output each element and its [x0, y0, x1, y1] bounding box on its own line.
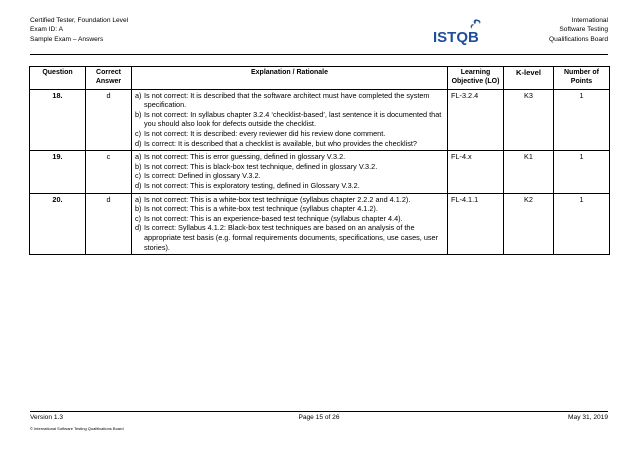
page-footer [30, 414, 608, 434]
option-explanation [135, 171, 444, 181]
answers-table [29, 66, 610, 255]
question-number: 19. [30, 151, 86, 193]
learning-objective: FL-4.x [448, 151, 504, 193]
option-text: Is not correct: It is described that the software architect must have completed the system specification. [144, 90, 430, 110]
k-level: K2 [504, 193, 554, 255]
option-text: Is not correct: It is described: every reviewer did his review done comment. [144, 128, 386, 138]
header-left-line: Exam ID: A [30, 26, 63, 34]
header-divider [30, 54, 608, 55]
option-explanation [135, 195, 444, 205]
option-text: Is correct: It is described that a checklist is available, but who provides the checklist? [144, 138, 417, 148]
footer-version: Version 1.3 [30, 414, 63, 421]
column-header-lo: Learning Objective (LO) [448, 67, 504, 90]
option-text: Is correct: Defined in glossary V.3.2. [144, 171, 261, 181]
option-letter: c) [135, 128, 142, 138]
option-text: Is not correct: This is exploratory testing, defined in Glossary V.3.2. [144, 180, 360, 190]
option-letter: b) [135, 161, 142, 171]
header-right-line: Qualifications Board [548, 35, 608, 43]
table-row [30, 89, 610, 151]
header-left-line: Sample Exam – Answers [30, 35, 104, 43]
option-text: Is not correct: In syllabus chapter 3.2.4 ‘checklist-based’, last sentence it is documented that you should also look for defects outside the checklist. [144, 109, 442, 129]
header-right-line: International [571, 17, 608, 24]
logo-wordmark: ISTQB [433, 29, 479, 46]
k-level: K3 [504, 89, 554, 151]
option-letter: c) [135, 171, 142, 181]
table-row [30, 151, 610, 193]
option-text: Is not correct: This is an experience-based test technique (syllabus chapter 4.4). [144, 213, 403, 223]
column-header-points: Number of Points [554, 67, 610, 90]
column-header-correct-answer: Correct Answer [86, 67, 132, 90]
explanation-cell [132, 151, 448, 193]
points: 1 [554, 89, 610, 151]
option-explanation [135, 91, 444, 110]
k-level: K1 [504, 151, 554, 193]
option-letter: d) [135, 223, 142, 233]
option-letter: b) [135, 109, 142, 119]
correct-answer: d [86, 89, 132, 151]
explanation-cell [132, 89, 448, 151]
points: 1 [554, 193, 610, 255]
option-text: Is not correct: This is a white-box test technique (syllabus chapter 4.1.2). [144, 204, 378, 214]
correct-answer: d [86, 193, 132, 255]
option-letter: a) [135, 152, 142, 162]
header-left [30, 16, 128, 44]
page-header [30, 16, 608, 54]
question-number: 20. [30, 193, 86, 255]
option-explanation [135, 139, 444, 149]
option-explanation [135, 223, 444, 252]
option-letter: d) [135, 180, 142, 190]
option-text: Is not correct: This is black-box test technique, defined in glossary V.3.2. [144, 161, 378, 171]
option-explanation [135, 162, 444, 172]
option-explanation [135, 152, 444, 162]
header-right [549, 16, 608, 44]
explanation-cell [132, 193, 448, 255]
option-explanation [135, 110, 444, 129]
istqb-logo [430, 17, 492, 47]
option-letter: a) [135, 194, 142, 204]
column-header-explanation: Explanation / Rationale [132, 67, 448, 90]
option-text: Is not correct: This is error guessing, defined in glossary V.3.2. [144, 152, 346, 162]
column-header-question: Question [30, 67, 86, 90]
option-letter: b) [135, 204, 142, 214]
points: 1 [554, 151, 610, 193]
footer-date: May 31, 2019 [568, 414, 608, 421]
footer-copyright: © International Software Testing Qualifications Board [30, 426, 124, 431]
option-letter: c) [135, 213, 142, 223]
option-text: Is not correct: This is a white-box test technique (syllabus chapter 2.2.2 and 4.1.2). [144, 194, 411, 204]
footer-divider [30, 411, 608, 412]
option-explanation [135, 204, 444, 214]
learning-objective: FL-4.1.1 [448, 193, 504, 255]
correct-answer: c [86, 151, 132, 193]
header-right-line: Software Testing [559, 26, 608, 34]
option-explanation [135, 181, 444, 191]
question-number: 18. [30, 89, 86, 151]
option-explanation [135, 129, 444, 139]
table-header-row [30, 67, 610, 90]
header-left-line: Certified Tester, Foundation Level [30, 17, 129, 24]
option-letter: d) [135, 138, 142, 148]
option-letter: a) [135, 90, 142, 100]
learning-objective: FL-3.2.4 [448, 89, 504, 151]
option-explanation [135, 214, 444, 224]
option-text: Is correct: Syllabus 4.1.2: Black-box test techniques are based on an analysis of the appropriate test basis (e.g. formal requirements documents, specifications, use cases, user stories). [144, 223, 439, 252]
table-row [30, 193, 610, 255]
column-header-k-level: K-level [504, 67, 554, 90]
footer-page-number: Page 15 of 26 [298, 414, 340, 421]
